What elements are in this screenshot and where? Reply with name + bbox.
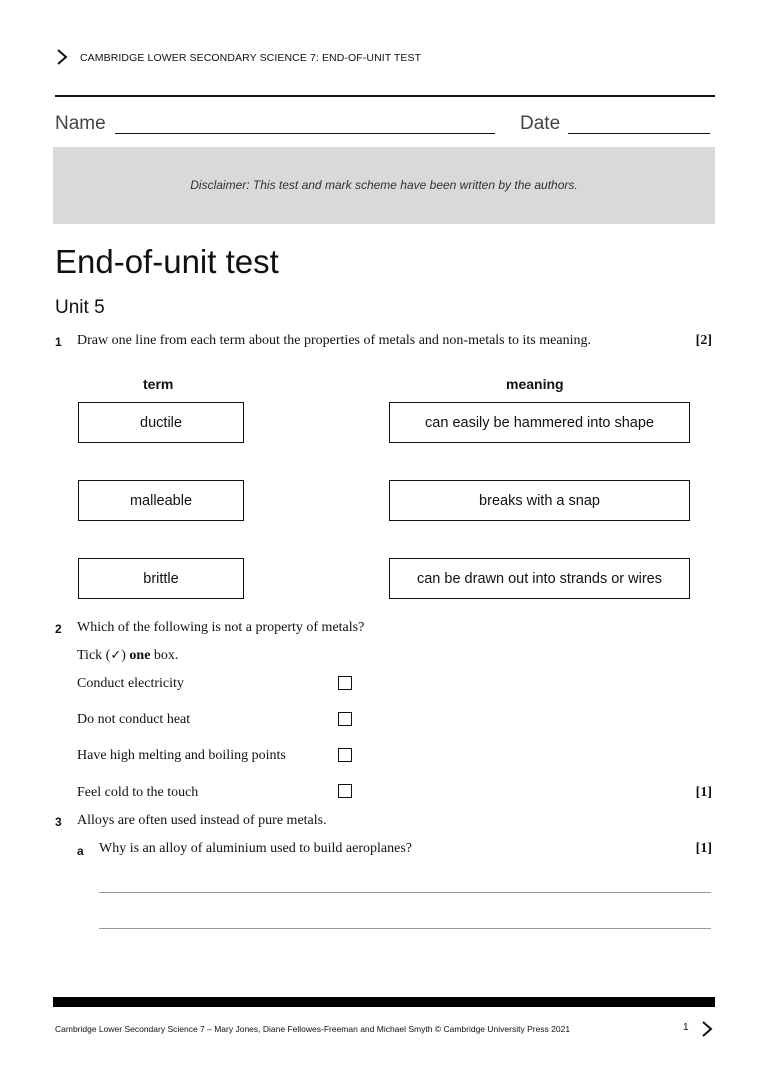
instruction-prefix: Tick ( xyxy=(77,648,111,663)
date-field-line[interactable] xyxy=(568,133,710,134)
meaning-box[interactable]: can easily be hammered into shape xyxy=(389,402,690,443)
tick-icon: ✓ xyxy=(110,648,122,663)
term-box[interactable]: ductile xyxy=(78,402,244,443)
instruction-suffix: box. xyxy=(150,648,179,663)
option-label: Feel cold to the touch xyxy=(77,785,199,800)
name-label: Name xyxy=(55,113,106,134)
question-marks: [1] xyxy=(695,841,712,856)
option-checkbox[interactable] xyxy=(338,748,352,762)
question-text: Which of the following is not a property of metals? xyxy=(77,620,365,635)
question-marks: [2] xyxy=(695,333,712,348)
disclaimer-box xyxy=(53,147,715,224)
footer-bar xyxy=(53,997,715,1007)
subquestion-text: Why is an alloy of aluminium used to build aeroplanes? xyxy=(99,841,412,856)
option-checkbox[interactable] xyxy=(338,784,352,798)
question-marks: [1] xyxy=(695,785,712,800)
term-column-header: term xyxy=(143,376,174,392)
term-box[interactable]: malleable xyxy=(78,480,244,521)
instruction-mid: ) xyxy=(121,648,130,663)
question-instruction xyxy=(77,648,178,664)
meaning-box[interactable]: can be drawn out into strands or wires xyxy=(389,558,690,599)
question-number: 3 xyxy=(55,815,62,829)
question-text: Alloys are often used instead of pure metals. xyxy=(77,813,327,828)
question-number: 2 xyxy=(55,622,62,636)
answer-line[interactable] xyxy=(99,928,711,929)
meaning-column-header: meaning xyxy=(506,376,564,392)
term-box[interactable]: brittle xyxy=(78,558,244,599)
option-checkbox[interactable] xyxy=(338,712,352,726)
subquestion-letter: a xyxy=(77,844,84,858)
footer-copyright: Cambridge Lower Secondary Science 7 – Mary Jones, Diane Fellowes-Freeman and Michael Smyth © Cambridge University Press 2021 xyxy=(55,1024,571,1034)
option-label: Do not conduct heat xyxy=(77,712,191,727)
name-field-line[interactable] xyxy=(115,133,495,134)
option-label: Conduct electricity xyxy=(77,676,184,691)
option-checkbox[interactable] xyxy=(338,676,352,690)
chevron-right-icon xyxy=(55,48,69,66)
page-number: 1 xyxy=(683,1022,689,1033)
page-title: End-of-unit test xyxy=(55,243,279,280)
date-label: Date xyxy=(520,113,561,134)
disclaimer-text: Disclaimer: This test and mark scheme have been written by the authors. xyxy=(190,178,578,192)
option-label: Have high melting and boiling points xyxy=(77,748,286,763)
question-text: Draw one line from each term about the properties of metals and non-metals to its meaning. xyxy=(77,333,591,348)
meaning-box[interactable]: breaks with a snap xyxy=(389,480,690,521)
running-header: CAMBRIDGE LOWER SECONDARY SCIENCE 7: END-OF-UNIT TEST xyxy=(80,52,422,64)
unit-label: Unit 5 xyxy=(55,297,105,318)
chevron-right-icon[interactable] xyxy=(700,1020,714,1038)
answer-line[interactable] xyxy=(99,892,711,893)
instruction-emphasis: one xyxy=(129,648,151,663)
question-number: 1 xyxy=(55,335,62,349)
header-rule xyxy=(55,95,715,97)
